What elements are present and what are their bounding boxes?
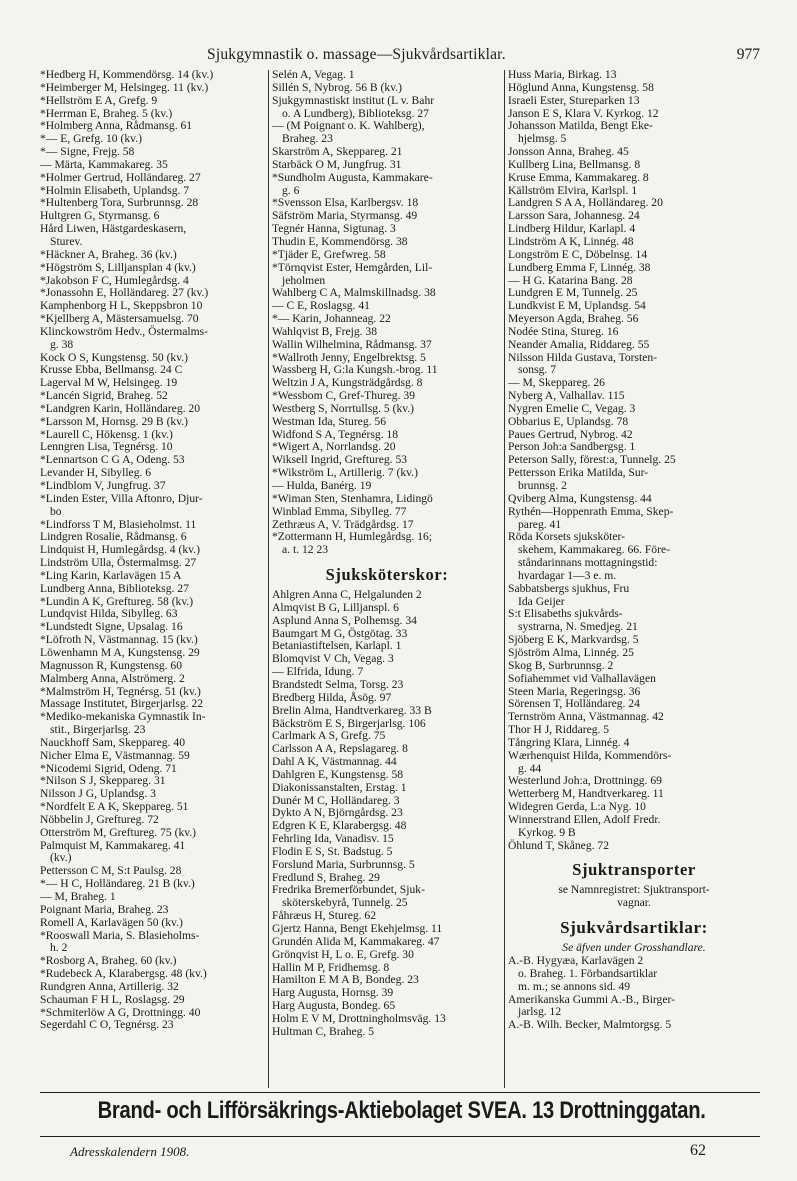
directory-entry: Höglund Anna, Kungstensg. 58: [508, 80, 654, 94]
directory-entry: Dahlgren E, Kungstensg. 58: [272, 767, 404, 781]
directory-entry: *Kjellberg A, Mästersamuelsg. 70: [40, 312, 199, 326]
directory-entry: A.-B. Hygyæa, Karlavägen 2: [508, 954, 644, 967]
page-title: Sjukgymnastik o. massage—Sjukvårdsartiklar.: [207, 46, 506, 63]
directory-entry: Johansson Matilda, Bengt Eke-: [508, 119, 653, 133]
directory-entry: Thor H J, Riddareg. 5: [508, 723, 610, 737]
directory-entry: Widegren Gerda, L:a Nyg. 10: [508, 800, 646, 814]
directory-entry: Sjöström Alma, Linnég. 25: [508, 645, 634, 659]
directory-entry: Grönqvist H, L o. E, Grefg. 30: [272, 947, 414, 961]
directory-entry: sonsg. 7: [518, 363, 557, 377]
directory-entry: *Högström S, Lilljansplan 4 (kv.): [40, 260, 196, 274]
directory-entry: *Herrman E, Braheg. 5 (kv.): [40, 106, 173, 120]
directory-entry: Wahlqvist B, Frejg. 38: [272, 324, 378, 338]
directory-entry: Carlsson A A, Repslagareg. 8: [272, 742, 408, 756]
directory-entry: *Heimberger M, Helsingeg. 11 (kv.): [40, 80, 209, 94]
directory-entry: *Hedberg H, Kommendörsg. 14 (kv.): [40, 69, 214, 81]
directory-entry: *Lindblom V, Jungfrug. 37: [40, 479, 166, 492]
directory-entry: Rundgren Anna, Artillerig. 32: [40, 979, 179, 993]
directory-entry: Hultman C, Braheg. 5: [272, 1024, 375, 1038]
directory-entry: Obbarius E, Uplandsg. 78: [508, 414, 629, 428]
directory-entry: S:t Elisabeths sjukvårds-: [508, 607, 623, 621]
directory-entry: *Hellström E A, Grefg. 9: [40, 93, 158, 107]
articles-intro: Se äfven under Grosshandlare.: [562, 941, 706, 955]
directory-entry: Pettersson C M, S:t Paulsg. 28: [40, 864, 182, 878]
directory-entry: Nilsson Hilda Gustava, Torsten-: [508, 350, 658, 364]
advertisement-banner: Brand- och Lifförsäkrings-Aktiebolaget SVEA. 13 Drottninggatan.: [97, 1097, 706, 1124]
directory-entry: *Ling Karin, Karlavägen 15 A: [40, 568, 182, 582]
directory-entry: Blomqvist V Ch, Vegag. 3: [272, 652, 394, 666]
directory-entry: — Hulda, Banérg. 19: [272, 479, 372, 492]
directory-entry: Magnusson R, Kungstensg. 60: [40, 658, 183, 672]
directory-entry: *Svensson Elsa, Karlbergsv. 18: [272, 196, 419, 210]
directory-entry: — M, Skeppareg. 26: [508, 376, 605, 390]
directory-entry: Meyerson Agda, Braheg. 56: [508, 312, 639, 326]
directory-entry: Kullberg Lina, Bellmansg. 8: [508, 157, 641, 171]
directory-entry: Kamphenborg H L, Skeppsbron 10: [40, 299, 203, 313]
directory-entry: h. 2: [50, 941, 68, 955]
directory-entry: Rythén—Hoppenrath Emma, Skep-: [508, 504, 674, 518]
directory-entry: *— Signe, Frejg. 58: [40, 145, 135, 159]
directory-entry: *Lundstedt Signe, Upsalag. 16: [40, 620, 183, 634]
directory-entry: Kyrkog. 9 B: [518, 825, 576, 839]
directory-entry: Gjertz Hanna, Bengt Ekehjelmsg. 11: [272, 922, 443, 935]
directory-entry: Hallin M P, Fridhemsg. 8: [272, 960, 390, 974]
directory-entry: Lindgren Rosalie, Rådmansg. 6: [40, 530, 187, 544]
directory-entry: *Törnqvist Ester, Hemgården, Lil-: [272, 260, 433, 274]
directory-entry: *Jonassohn E, Holländareg. 27 (kv.): [40, 286, 209, 300]
directory-entry: *— H C, Holländareg. 21 B (kv.): [40, 877, 195, 891]
banner-rule-top: [40, 1092, 760, 1093]
directory-entry: Qviberg Alma, Kungstensg. 44: [508, 491, 652, 505]
directory-entry: Westerlund Joh:a, Drottningg. 69: [508, 774, 662, 788]
directory-entry: — H G. Katarina Bang. 28: [508, 273, 633, 287]
directory-entry: *Wallroth Jenny, Engelbrektsg. 5: [272, 350, 426, 364]
directory-entry: Krusse Ebba, Bellmansg. 24 C: [40, 363, 183, 377]
directory-entry: Harg Augusta, Hornsg. 39: [272, 986, 394, 1000]
directory-entry: *Holmberg Anna, Rådmansg. 61: [40, 119, 193, 133]
directory-entry: Westman Ida, Stureg. 56: [272, 414, 387, 428]
directory-entry: Lindström A K, Linnég. 48: [508, 234, 634, 248]
directory-entry: *Zottermann H, Humlegårdsg. 16;: [272, 530, 433, 544]
directory-entry: Amerikanska Gummi A.-B., Birger-: [508, 992, 675, 1006]
directory-entry: Betaniastiftelsen, Karlapl. 1: [272, 639, 402, 653]
directory-entry: (kv.): [50, 851, 72, 865]
directory-entry: Malmberg Anna, Alströmerg. 2: [40, 671, 185, 685]
directory-entry: Landgren S A A, Holländareg. 20: [508, 196, 663, 210]
directory-entry: Skarström A, Skeppareg. 21: [272, 145, 403, 159]
column-3-article-entries: [508, 955, 760, 1032]
transport-line: vagnar.: [617, 896, 651, 910]
directory-entry: Nodée Stina, Stureg. 16: [508, 324, 619, 338]
directory-entry: Widfond S A, Tegnérsg. 18: [272, 427, 399, 441]
footer-page-number: 62: [690, 1142, 706, 1159]
directory-entry: Larsson Sara, Johannesg. 24: [508, 209, 640, 223]
directory-entry: — Märta, Kammakareg. 35: [40, 157, 168, 171]
directory-entry: Brelin Alma, Handtverkareg. 33 B: [272, 703, 432, 717]
directory-entry: Klinckowström Hedv., Östermalms-: [40, 324, 208, 338]
directory-entry: g. 44: [518, 761, 542, 775]
directory-entry: *Larsson M, Hornsg. 29 B (kv.): [40, 414, 189, 428]
section-heading-sjuktransporter: Sjuktransporter: [572, 860, 696, 880]
directory-entry: Lindberg Hildur, Karlapl. 4: [508, 222, 636, 236]
directory-entry: Lenngren Lisa, Tegnérsg. 10: [40, 440, 173, 454]
directory-entry: Winnerstrand Ellen, Adolf Fredr.: [508, 812, 661, 826]
directory-entry: Westberg S, Norrtullsg. 5 (kv.): [272, 401, 415, 415]
directory-entry: *— Karin, Johanneag. 22: [272, 312, 391, 326]
directory-entry: brunnsg. 2: [518, 479, 567, 492]
directory-entry: Fredlund S, Braheg. 29: [272, 870, 380, 884]
directory-entry: Wassberg H, G:la Kungsh.-brog. 11: [272, 363, 438, 377]
directory-entry: Edgren K E, Klarabergsg. 48: [272, 819, 407, 833]
column-2-nurse-entries: [272, 589, 502, 1039]
directory-entry: Nilsson J G, Uplandsg. 3: [40, 787, 156, 801]
directory-entry: *Malmström H, Tegnérsg. 51 (kv.): [40, 684, 201, 698]
directory-entry: Säfström Maria, Styrmansg. 49: [272, 209, 418, 223]
directory-entry: Dahl A K, Västmannag. 44: [272, 755, 397, 769]
directory-entry: Lundkvist E M, Uplandsg. 54: [508, 299, 646, 313]
directory-entry: Sjöberg E K, Markvardsg. 5: [508, 633, 639, 647]
directory-entry: m. m.; se annons sid. 49: [518, 979, 631, 993]
transport-line: se Namnregistret: Sjuktransport-: [558, 883, 710, 897]
directory-entry: Segerdahl C O, Tegnérsg. 23: [40, 1018, 174, 1032]
directory-entry: Thudin E, Kommendörsg. 38: [272, 234, 408, 248]
directory-entry: Holm E V M, Drottningholmsväg. 13: [272, 1011, 446, 1025]
directory-entry: Braheg. 23: [282, 132, 333, 146]
directory-entry: Lundberg Emma F, Linnég. 38: [508, 260, 651, 274]
directory-entry: *Landgren Karin, Holländareg. 20: [40, 401, 201, 415]
directory-entry: *Rosborg A, Braheg. 60 (kv.): [40, 954, 177, 968]
directory-entry: Fredrika Bremerförbundet, Sjuk-: [272, 883, 425, 897]
column-2: [272, 69, 502, 1039]
directory-entry: bo: [50, 504, 62, 518]
directory-entry: Pettersson Erika Matilda, Sur-: [508, 466, 649, 480]
directory-entry: pareg. 41: [518, 517, 562, 531]
directory-entry: Ahlgren Anna C, Helgalunden 2: [272, 588, 422, 602]
directory-entry: *Lundin A K, Greftureg. 58 (kv.): [40, 594, 194, 608]
directory-entry: Tegnér Hanna, Sigtunag. 3: [272, 222, 396, 236]
directory-entry: Wærhenquist Hilda, Kommendörs-: [508, 748, 672, 762]
directory-entry: *Laurell C, Hökensg. 1 (kv.): [40, 427, 173, 441]
transport-reference: [508, 884, 760, 910]
directory-entry: *Holmin Elisabeth, Uplandsg. 7: [40, 183, 190, 197]
directory-entry: Hård Liwen, Hästgardeskasern,: [40, 222, 187, 236]
directory-entry: Hultgren G, Styrmansg. 6: [40, 209, 160, 223]
directory-entry: Bredberg Hilda, Åsög. 97: [272, 690, 392, 704]
directory-entry: Wetterberg M, Handtverkareg. 11: [508, 787, 664, 801]
directory-entry: Wiksell Ingrid, Greftureg. 53: [272, 453, 408, 467]
directory-entry: jarlsg. 12: [518, 1005, 562, 1019]
directory-entry: Bäckström E S, Birgerjarlsg. 106: [272, 716, 426, 730]
directory-entry: *Nilson S J, Skeppareg. 31: [40, 774, 166, 788]
directory-entry: *Schmiterlöw A G, Drottningg. 40: [40, 1005, 201, 1019]
directory-entry: Peterson Sally, förest:a, Tunnelg. 25: [508, 453, 676, 467]
directory-entry: Starbäck O M, Jungfrug. 31: [272, 157, 402, 171]
directory-entry: Longström E C, Döbelnsg. 14: [508, 247, 648, 261]
directory-entry: Lundqvist Hilda, Sibylleg. 63: [40, 607, 178, 621]
directory-entry: *Rudebeck A, Klarabergsg. 48 (kv.): [40, 967, 207, 981]
directory-entry: Massage Institutet, Birgerjarlsg. 22: [40, 697, 204, 711]
directory-entry: Flodin E S, St. Badstug. 5: [272, 844, 393, 858]
directory-entry: Grundén Alida M, Kammakareg. 47: [272, 934, 440, 948]
directory-entry: Brandstedt Selma, Torsg. 23: [272, 677, 404, 691]
directory-entry: Wallin Wilhelmina, Rådmansg. 37: [272, 337, 432, 351]
page-number: 977: [736, 46, 760, 63]
directory-entry: — Elfrida, Idung. 7: [272, 665, 364, 679]
directory-entry: Lagerval M W, Helsingeg. 19: [40, 376, 178, 390]
banner-rule-bottom: [40, 1136, 760, 1137]
directory-entry: Schauman F H L, Roslagsg. 29: [40, 992, 185, 1006]
directory-entry: A.-B. Wilh. Becker, Malmtorgsg. 5: [508, 1018, 672, 1032]
directory-entry: Kruse Emma, Kammakareg. 8: [508, 170, 649, 184]
directory-entry: o. A Lundberg), Biblioteksg. 27: [282, 106, 429, 120]
directory-entry: systrarna, N. Smedjeg. 21: [518, 620, 638, 634]
directory-entry: *Wigert A, Norrlandsg. 20: [272, 440, 396, 454]
directory-entry: Lundberg Anna, Biblioteksg. 27: [40, 581, 189, 595]
directory-entry: Nyberg A, Valhallav. 115: [508, 389, 625, 403]
directory-entry: Dunér M C, Holländareg. 3: [272, 793, 400, 807]
directory-entry: Sjukgymnastiskt institut (L v. Bahr: [272, 93, 435, 107]
directory-entry: — C E, Roslagsg. 41: [272, 299, 370, 313]
directory-entry: o. Braheg. 1. Förbandsartiklar: [518, 966, 658, 980]
directory-entry: stit., Birgerjarlsg. 23: [50, 723, 146, 737]
directory-entry: *Nicodemi Sigrid, Odeng. 71: [40, 761, 177, 775]
column-divider: [268, 70, 269, 1088]
directory-entry: *Mediko-mekaniska Gymnastik In-: [40, 710, 206, 724]
directory-entry: — (M Poignant o. K. Wahlberg),: [272, 119, 425, 133]
directory-entry: Nauckhoff Sam, Skeppareg. 40: [40, 735, 185, 749]
directory-entry: Jonsson Anna, Braheg. 45: [508, 145, 629, 159]
directory-entry: Baumgart M G, Östgötag. 33: [272, 626, 408, 640]
directory-entry: Janson E S, Klara V. Kyrkog. 12: [508, 106, 659, 120]
directory-entry: *Holmer Gertrud, Holländareg. 27: [40, 170, 201, 184]
column-3: [508, 69, 760, 1032]
directory-entry: *Sundholm Augusta, Kammakare-: [272, 170, 433, 184]
directory-entry: Lundgren E M, Tunnelg. 25: [508, 286, 638, 300]
directory-entry: Romell A, Karlavägen 50 (kv.): [40, 915, 183, 929]
directory-entry: *Wikström L, Artillerig. 7 (kv.): [272, 466, 418, 480]
directory-entry: *Nordfelt E A K, Skeppareg. 51: [40, 800, 189, 814]
directory-entry: hvardagar 1—3 e. m.: [518, 568, 617, 582]
directory-entry: Steen Maria, Regeringsg. 36: [508, 684, 641, 698]
directory-entry: Paues Gertrud, Nybrog. 42: [508, 427, 633, 441]
directory-entry: Nöbbelin J, Greftureg. 72: [40, 812, 159, 826]
directory-entry: Tångring Klara, Linnég. 4: [508, 735, 630, 749]
column-1: [40, 69, 268, 1032]
directory-entry: *Linden Ester, Villa Aftonro, Djur-: [40, 491, 203, 505]
directory-entry: hjelmsg. 5: [518, 132, 567, 146]
directory-entry: Ternström Anna, Västmannag. 42: [508, 710, 664, 724]
directory-entry: Löwenhamn M A, Kungstensg. 29: [40, 645, 200, 659]
directory-entry: jeholmen: [282, 273, 326, 287]
column-3-entries: [508, 69, 760, 852]
directory-entry: Lindström Ulla, Östermalmsg. 27: [40, 556, 197, 570]
directory-entry: Harg Augusta, Bondeg. 65: [272, 999, 396, 1013]
directory-entry: Wahlberg C A, Malmskillnadsg. 38: [272, 286, 436, 300]
directory-entry: Carlmark A S, Grefg. 75: [272, 729, 386, 743]
section-heading-sjukskoterskor: Sjuksköterskor:: [325, 565, 449, 585]
directory-entry: Sörensen T, Holländareg. 24: [508, 697, 640, 711]
directory-entry: Zethræus A, V. Trädgårdsg. 17: [272, 517, 414, 531]
directory-entry: Ida Geijer: [518, 594, 565, 608]
directory-entry: Sillén S, Nybrog. 56 B (kv.): [272, 80, 402, 94]
directory-entry: Asplund Anna S, Polhemsg. 34: [272, 613, 417, 627]
directory-entry: Palmquist M, Kammakareg. 41: [40, 838, 186, 852]
directory-entry: skehem, Kammakareg. 66. Före-: [518, 543, 670, 557]
directory-entry: *Löfroth N, Västmannag. 15 (kv.): [40, 633, 198, 647]
directory-entry: sköterskebyrå, Tunnelg. 25: [282, 896, 408, 910]
directory-entry: Winblad Emma, Sibylleg. 77: [272, 504, 407, 518]
footer-publication: Adresskalendern 1908.: [70, 1144, 190, 1159]
directory-entry: *Jakobson F C, Humlegårdsg. 4: [40, 273, 189, 287]
directory-entry: Otterström M, Greftureg. 75 (kv.): [40, 825, 197, 839]
directory-entry: a. t. 12 23: [282, 543, 329, 557]
directory-entry: Sabbatsbergs sjukhus, Fru: [508, 581, 630, 595]
directory-entry: Huss Maria, Birkag. 13: [508, 69, 617, 81]
directory-entry: Fåhræus H, Stureg. 62: [272, 909, 377, 923]
directory-entry: Dykto A N, Björngårdsg. 23: [272, 806, 403, 820]
directory-entry: Diakonissanstalten, Erstag. 1: [272, 780, 407, 794]
directory-entry: Israeli Ester, Stureparken 13: [508, 93, 640, 107]
directory-entry: Sturev.: [50, 234, 83, 248]
directory-entry: Lindquist H, Humlegårdsg. 4 (kv.): [40, 543, 200, 557]
directory-entry: Fehrling Ida, Vanadisv. 15: [272, 832, 394, 846]
directory-entry: Öhlund T, Skåneg. 72: [508, 838, 610, 852]
directory-entry: Kock O S, Kungstensg. 50 (kv.): [40, 350, 189, 364]
directory-entry: *— E, Grefg. 10 (kv.): [40, 132, 142, 146]
directory-entry: Neander Amalia, Riddareg. 55: [508, 337, 650, 351]
directory-entry: Person Joh:a Sandbergsg. 1: [508, 440, 636, 454]
directory-entry: Selén A, Vegag. 1: [272, 69, 355, 81]
directory-entry: — M, Braheg. 1: [40, 890, 116, 903]
directory-entry: *Häckner A, Braheg. 36 (kv.): [40, 247, 177, 261]
directory-entry: Weltzin J A, Kungsträdgårdsg. 8: [272, 376, 423, 390]
column-divider: [504, 70, 505, 1088]
directory-entry: *Hultenberg Tora, Surbrunnsg. 28: [40, 196, 199, 210]
directory-entry: *Wessbom C, Gref-Thureg. 39: [272, 389, 415, 403]
directory-entry: *Lindforss T M, Blasieholmst. 11: [40, 517, 197, 531]
directory-entry: Almqvist B G, Lilljanspl. 6: [272, 600, 399, 614]
directory-entry: g. 6: [282, 183, 300, 197]
directory-entry: Röda Korsets sjuksköter-: [508, 530, 625, 544]
directory-entry: Källström Elvira, Karlspl. 1: [508, 183, 638, 197]
section-heading-sjukvardsartiklar: Sjukvårdsartiklar:: [560, 918, 708, 938]
directory-entry: *Rooswall Maria, S. Blasieholms-: [40, 928, 200, 942]
directory-entry: Levander H, Sibylleg. 6: [40, 466, 152, 480]
directory-entry: Nicher Elma E, Västmannag. 59: [40, 748, 190, 762]
directory-entry: Sofiahemmet vid Valhallavägen: [508, 671, 656, 685]
directory-entry: *Lancén Sigrid, Braheg. 52: [40, 389, 168, 403]
directory-entry: g. 38: [50, 337, 74, 351]
column-2-entries: [272, 69, 502, 557]
directory-entry: Nygren Emelie C, Vegag. 3: [508, 401, 636, 415]
directory-entry: Hamilton E M A B, Bondeg. 23: [272, 973, 419, 987]
directory-entry: Poignant Maria, Braheg. 23: [40, 902, 169, 916]
directory-entry: *Wiman Sten, Stenhamra, Lidingö: [272, 491, 433, 505]
directory-entry: ståndarinnans mottagningstid:: [518, 556, 658, 570]
directory-entry: *Tjäder E, Grefwreg. 58: [272, 247, 386, 261]
directory-entry: Skog B, Surbrunnsg. 2: [508, 658, 614, 672]
directory-entry: *Lennartson C G A, Odeng. 53: [40, 453, 185, 467]
directory-entry: Forslund Maria, Surbrunnsg. 5: [272, 857, 415, 871]
